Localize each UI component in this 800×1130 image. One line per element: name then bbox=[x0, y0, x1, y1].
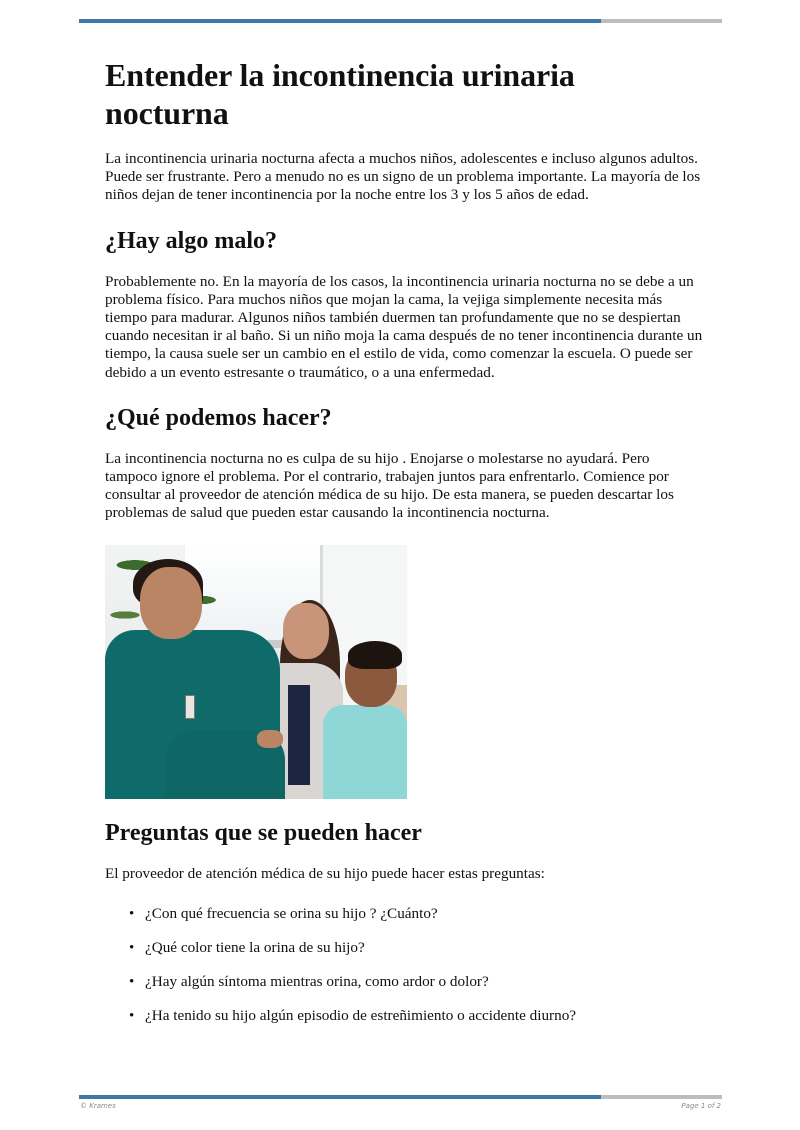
document-body bbox=[105, 56, 705, 1042]
list-item bbox=[105, 1007, 705, 1025]
questions-list bbox=[105, 905, 705, 1026]
bullet-icon: • bbox=[129, 905, 135, 922]
photo-boy-hair bbox=[348, 641, 402, 669]
list-item bbox=[105, 973, 705, 991]
section-body-anything-wrong: Probablemente no. En la mayoría de los casos, la incontinencia urinaria nocturna no se debe a un problema físico. Para muchos niños que mojan la cama, la vejiga simplemente necesita más tiempo para madurar. Algunos niños también duermen tan profundamente que no se despiertan cuando necesitan ir al baño. Si un niño moja la cama después de no tener incontinencia durante un tiempo, la causa suele ser un cambio en el estilo de vida, como comenzar la escuela. O puede ser debido a un evento estresante o traumático, o a una enfermedad. bbox=[105, 272, 703, 381]
clinic-photo bbox=[105, 545, 407, 799]
section-heading-anything-wrong: ¿Hay algo malo? bbox=[105, 227, 277, 254]
photo-man-hand bbox=[257, 730, 283, 748]
section-body-what-can-we-do: La incontinencia nocturna no es culpa de su hijo . Enojarse o molestarse no ayudará. Pero tampoco ignore el problema. Por el contrario, trabajen juntos para enfrentarlo. Comience por consultar al proveedor de atención médica de su hijo. De esta manera, se pueden descartar los problemas de salud que pueden estar causando la incontinencia nocturna. bbox=[105, 449, 674, 522]
photo-id-badge bbox=[185, 695, 195, 719]
photo-woman-top bbox=[288, 685, 310, 785]
list-item-text: ¿Hay algún síntoma mientras orina, como ardor o dolor? bbox=[145, 973, 489, 991]
list-item-text: ¿Con qué frecuencia se orina su hijo ? ¿Cuánto? bbox=[145, 904, 438, 922]
bullet-icon: • bbox=[129, 974, 135, 991]
photo-woman-head bbox=[283, 603, 329, 659]
list-item bbox=[105, 905, 705, 923]
header-progress-bar bbox=[79, 19, 722, 23]
section-heading-what-can-we-do: ¿Qué podemos hacer? bbox=[105, 404, 332, 431]
header-progress-fill bbox=[79, 19, 601, 23]
footer-progress-bar bbox=[79, 1095, 722, 1099]
footer-page-number: Page 1 of 2 bbox=[681, 1102, 721, 1110]
list-item-text: ¿Qué color tiene la orina de su hijo? bbox=[145, 939, 365, 957]
photo-man-head bbox=[140, 567, 202, 639]
footer-copyright: © Krames bbox=[80, 1102, 116, 1110]
section-body-questions: El proveedor de atención médica de su hijo puede hacer estas preguntas: bbox=[105, 864, 545, 882]
footer-progress-fill bbox=[79, 1095, 601, 1099]
list-item-text: ¿Ha tenido su hijo algún episodio de estreñimiento o accidente diurno? bbox=[145, 1007, 577, 1025]
photo-boy-body bbox=[323, 705, 407, 799]
bullet-icon: • bbox=[129, 1008, 135, 1025]
section-heading-questions: Preguntas que se pueden hacer bbox=[105, 819, 422, 846]
bullet-icon: • bbox=[129, 940, 135, 957]
page-title: Entender la incontinencia urinaria nocturna bbox=[105, 57, 575, 131]
intro-paragraph: La incontinencia urinaria nocturna afecta a muchos niños, adolescentes e incluso algunos adultos. Puede ser frustrante. Pero a menudo no es un signo de un problema importante. La mayoría de los niños dejan de tener incontinencia por la noche entre los 3 y los 5 años de edad. bbox=[105, 150, 701, 204]
list-item bbox=[105, 939, 705, 957]
